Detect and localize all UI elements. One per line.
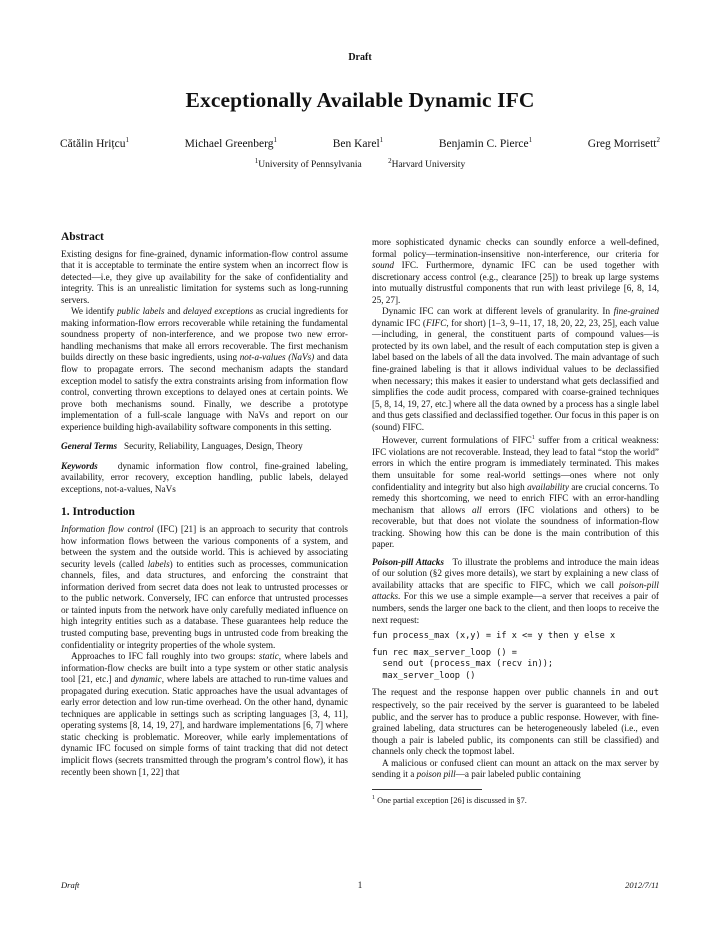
intro-paragraph: Approaches to IFC fall roughly into two groups: static, where labels and information-flow checks are built into a type system or other static analysis tool [21, etc.] and dynamic, where labels are attached to run-time values and propagated during execution. Static approaches have the usual advantages of early error detection and low run-time overhead. On the other hand, dynamic techniques are applicable in settings such as scripting languages [3, 4, 11], operating systems [8, 14, 19, 27], and hardware implementations [6, 7] where static checking is problematic. Moreover, while early implementations of dynamic IFC focused on simple forms of taint tracking that did not detect implicit flows (secrets transmitted through the program’s control flow), it has recently been shown [1, 22] that (61, 651, 348, 777)
section-heading: 1. Introduction (61, 506, 135, 519)
author: Benjamin C. Pierce$^1$ (438, 136, 533, 150)
author: Greg Morrisett$^2$ (587, 136, 660, 150)
abstract-paragraph: We identify public labels and delayed exceptions as crucial ingredients for making information-flow errors recoverable while retaining the fundamental soundness property of non-interference, and we propose two new error-handling mechanisms that make all errors recoverable. The first mechanism builds directly on these basic ingredients, using not-a-values (NaVs) and data flow to propagate errors. The second mechanism adapts the standard exception model to satisfy the extra constraints arising from information flow control, converting thrown exceptions to delayed ones at certain points. We prove both mechanisms sound. Finally, we describe a prototype implementation of a full-scale language with NaVs and report on our experience building high-availability software components in this setting. (61, 306, 349, 432)
poison-pill-paragraph: Poison-pill Attacks To illustrate the problems and introduce the main ideas of our solution (§2 gives more details), we start by explaining a new class of availability attacks that are specific to FIFC, which we call poison-pill attacks. For this we use a simple example—a server that receives a pair of numbers, sends the larger one back to the client, and then loops to receive the next request: (372, 556, 660, 625)
abstract-paragraph: Existing designs for fine-grained, dynamic information-flow control assume that it is acceptable to terminate the entire system when an incorrect flow is detected—i.e, they give up availability for the sake of confidentiality and integrity. This is an unrealistic limitation for systems such as long-running servers. (61, 248, 348, 305)
footnote-rule (372, 789, 482, 790)
author: Michael Greenberg$^1$ (184, 136, 278, 150)
body-paragraph: Dynamic IFC can work at different levels of granularity. In fine-grained dynamic IFC (FIFC, for short) [1–3, 9–11, 17, 18, 20, 22, 23, 25], each value—including, in general, the constituent parts of compound values—is protected by its own label, and the result of each computation step is given a label based on the labels of all the data involved. The main advantage of such fine-grained labeling is that it allows individual values to be declassified when necessary; this makes it easier to understand what gets declassified and simplifies the code audit process, compared with coarse-grained techniques [5, 8, 14, 19, 27, etc.] where all the data owned by a process has a single label and thus gets classified and declassified together. Our focus in this paper is on (sound) FIFC. (372, 306, 659, 432)
author-list (60, 136, 660, 150)
body-paragraph: However, current formulations of FIFC$^1$ suffer from a critical weakness: IFC violations are not recoverable. Instead, they lead to fatal “stop the world” errors in which the entire program is immediately terminated. This makes them unsuitable for some real-world settings—ones where not only confidentiality and integrity but also high availability are crucial concerns. To remedy this shortcoming, we need to enrich FIFC with an error-handling mechanism that allows all errors (IFC violations and others) to be recoverable, but that does not violate the soundness of information-flow tracking. Showing how this can be done is the main contribution of this paper. (372, 435, 659, 550)
code-block: fun process_max (x,y) = if x <= y then y else x (372, 631, 616, 642)
affiliation: $^2$Harvard University (388, 157, 466, 171)
footnote: $^1$ One partial exception [26] is discussed in §7. (372, 794, 527, 805)
footer-date: 2012/7/11 (625, 880, 659, 890)
body-paragraph: A malicious or confused client can mount an attack on the max server by sending it a poison pill—a pair labeled public containing (372, 757, 659, 780)
affiliation: $^1$University of Pennsylvania (254, 157, 362, 171)
abstract-heading: Abstract (61, 231, 104, 243)
left-column (61, 232, 348, 778)
footer-left: Draft (61, 880, 80, 890)
body-paragraph: more sophisticated dynamic checks can soundly enforce a well-defined, formal policy—termination-insensitive non-interference, our criteria for sound IFC. Furthermore, dynamic IFC can be used together with discretionary access control (e.g., clearance [25]) to break up large systems into mutually distrustful components that run with least privilege [6, 8, 14, 25, 27]. (372, 237, 659, 305)
general-terms: General Terms Security, Reliability, Languages, Design, Theory (61, 441, 303, 452)
right-column (372, 237, 659, 806)
keywords: Keywords dynamic information flow control, fine-grained labeling, availability, error recovery, exception handling, public labels, delayed exceptions, not-a-values, NaVs (61, 460, 348, 494)
author: Ben Karel$^1$ (332, 136, 384, 150)
paper-title: Exceptionally Available Dynamic IFC (185, 88, 535, 112)
code-block: fun rec max_server_loop () = send out (process_max (recv in)); max_server_loop () (372, 647, 554, 681)
page-number: 1 (357, 880, 363, 890)
intro-paragraph: Information flow control (IFC) [21] is an approach to security that controls how information flows between the various components of a system, and between the system and the outside world. This is achieved by associating security levels (called labels) to entities such as processes, communication channels, files, and data structures, and enforcing the constraint that information derived from secret data does not leak to untrusted processes or to the public network. Conversely, IFC can enforce that untrusted processes or tainted inputs from the network have only carefully mediated influence on high integrity entities such as a database. These guarantees help reduce the trusted computing base, preventing bugs in untrusted code from breaking the confidentiality or integrity properties of the whole system. (61, 524, 349, 650)
affiliations (0, 157, 720, 170)
running-header: Draft (348, 52, 372, 63)
author: Cătălin Hrițcu$^1$ (60, 136, 129, 150)
body-paragraph: The request and the response happen over public channels in and out respectively, so the pair received by the server is guaranteed to be labeled public, and the server has to produce a public response. However, with fine-grained labeling, data structures can be heterogeneously labeled (i.e., even though a pair is labeled public, its components can still be classified) and channels only check the topmost label. (372, 687, 659, 757)
